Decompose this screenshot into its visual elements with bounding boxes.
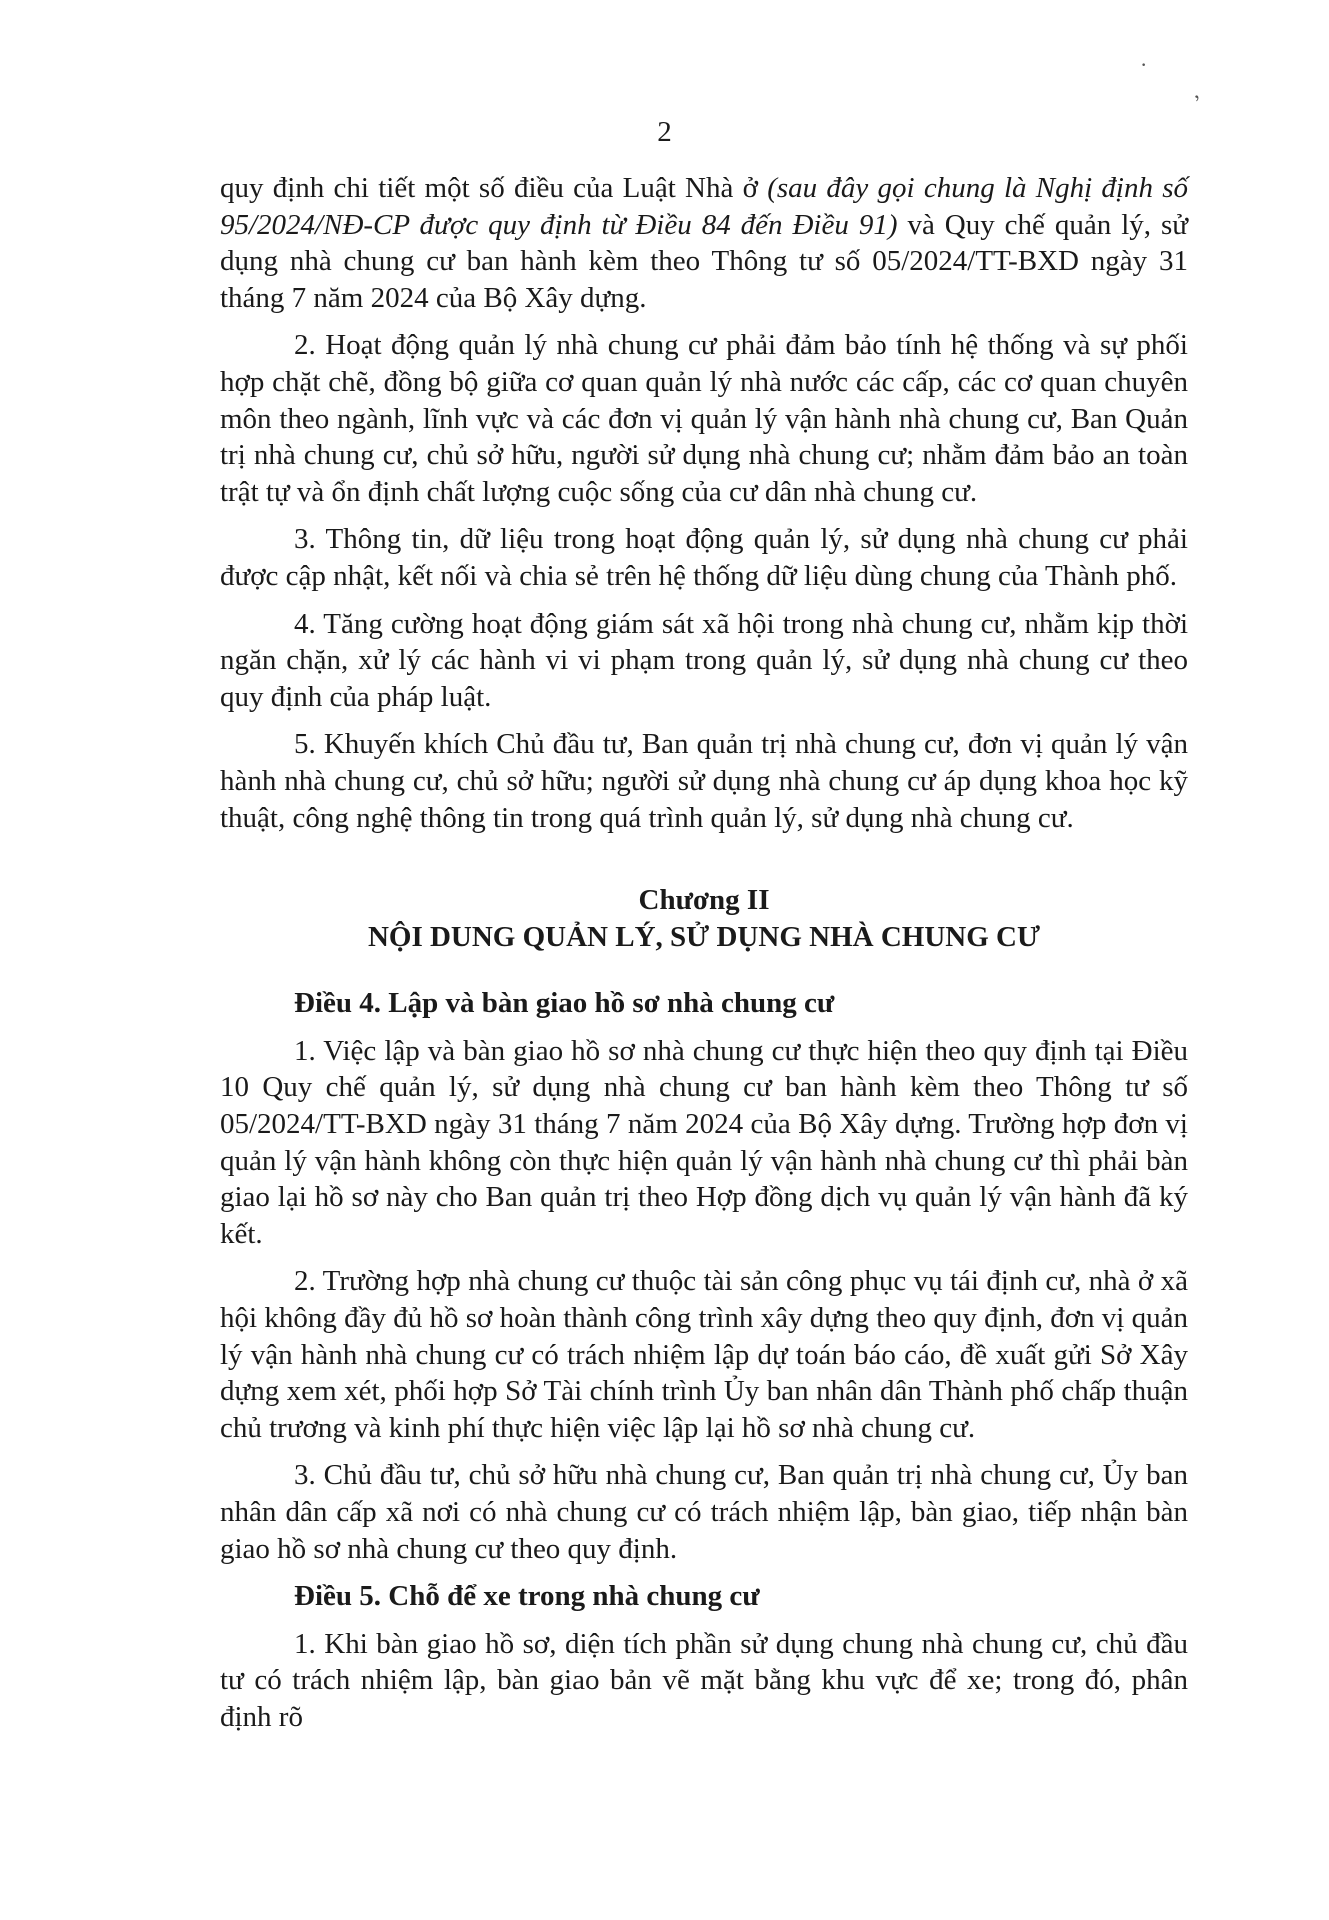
paragraph-2: 2. Hoạt động quản lý nhà chung cư phải đảm bảo tính hệ thống và sự phối hợp chặt chẽ, đồng bộ giữa cơ quan quản lý nhà nước các cấp, các cơ quan chuyên môn theo ngành, lĩnh vực và các đơn vị quản lý vận hành nhà chung cư, Ban Quản trị nhà chung cư, chủ sở hữu, người sử dụng nhà chung cư; nhằm đảm bảo an toàn trật tự và ổn định chất lượng cuộc sống của cư dân nhà chung cư. (220, 329, 1188, 508)
paragraph-4: 4. Tăng cường hoạt động giám sát xã hội trong nhà chung cư, nhằm kịp thời ngăn chặn, xử lý các hành vi vi phạm trong quản lý, sử dụng nhà chung cư theo quy định của pháp luật. (220, 607, 1188, 713)
italic-note: (sau đây gọi chung là Nghị định số 95/2024/NĐ-CP được quy định từ Điều 84 đến Điều 91) (220, 172, 1188, 241)
article-4-heading: Điều 4. Lập và bàn giao hồ sơ nhà chung cư (294, 987, 835, 1020)
page-number: 2 (657, 116, 672, 148)
article-5-paragraph-1: 1. Khi bàn giao hồ sơ, diện tích phần sử dụng chung nhà chung cư, chủ đầu tư có trách nhiệm lập, bàn giao bản vẽ mặt bằng khu vực để xe; trong đó, phân định rõ (220, 1627, 1188, 1733)
article-4-paragraph-1: 1. Việc lập và bàn giao hồ sơ nhà chung cư thực hiện theo quy định tại Điều 10 Quy chế quản lý, sử dụng nhà chung cư ban hành kèm theo Thông tư số 05/2024/TT-BXD ngày 31 tháng 7 năm 2024 của Bộ Xây dựng. Trường hợp đơn vị quản lý vận hành không còn thực hiện quản lý vận hành nhà chung cư thì phải bàn giao lại hồ sơ này cho Ban quản trị theo Hợp đồng dịch vụ quản lý vận hành đã ký kết. (220, 1034, 1188, 1250)
scan-speck: , (1187, 77, 1202, 104)
article-4-paragraph-2: 2. Trường hợp nhà chung cư thuộc tài sản công phục vụ tái định cư, nhà ở xã hội không đầy đủ hồ sơ hoàn thành công trình xây dựng theo quy định, đơn vị quản lý vận hành nhà chung cư có trách nhiệm lập dự toán báo cáo, đề xuất gửi Sở Xây dựng xem xét, phối hợp Sở Tài chính trình Ủy ban nhân dân Thành phố chấp thuận chủ trương và kinh phí thực hiện việc lập lại hồ sơ nhà chung cư. (220, 1265, 1188, 1444)
article-5-heading: Điều 5. Chỗ để xe trong nhà chung cư (294, 1580, 760, 1613)
document-body (220, 170, 1188, 1747)
chapter-label: Chương II (638, 884, 770, 917)
paragraph-continuation: quy định chi tiết một số điều của Luật Nhà ở (sau đây gọi chung là Nghị định số 95/2024/NĐ-CP được quy định từ Điều 84 đến Điều 91) và Quy chế quản lý, sử dụng nhà chung cư ban hành kèm theo Thông tư số 05/2024/TT-BXD ngày 31 tháng 7 năm 2024 của Bộ Xây dựng. (220, 172, 1188, 314)
paragraph-5: 5. Khuyến khích Chủ đầu tư, Ban quản trị nhà chung cư, đơn vị quản lý vận hành nhà chung cư, chủ sở hữu; người sử dụng nhà chung cư áp dụng khoa học kỹ thuật, công nghệ thông tin trong quá trình quản lý, sử dụng nhà chung cư. (220, 728, 1188, 834)
paragraph-3: 3. Thông tin, dữ liệu trong hoạt động quản lý, sử dụng nhà chung cư phải được cập nhật, kết nối và chia sẻ trên hệ thống dữ liệu dùng chung của Thành phố. (220, 523, 1188, 592)
article-4-paragraph-3: 3. Chủ đầu tư, chủ sở hữu nhà chung cư, Ban quản trị nhà chung cư, Ủy ban nhân dân cấp xã nơi có nhà chung cư có trách nhiệm lập, bàn giao, tiếp nhận bàn giao hồ sơ nhà chung cư theo quy định. (220, 1459, 1188, 1565)
scan-speck: · (1140, 52, 1148, 77)
chapter-title: NỘI DUNG QUẢN LÝ, SỬ DỤNG NHÀ CHUNG CƯ (367, 920, 1041, 953)
